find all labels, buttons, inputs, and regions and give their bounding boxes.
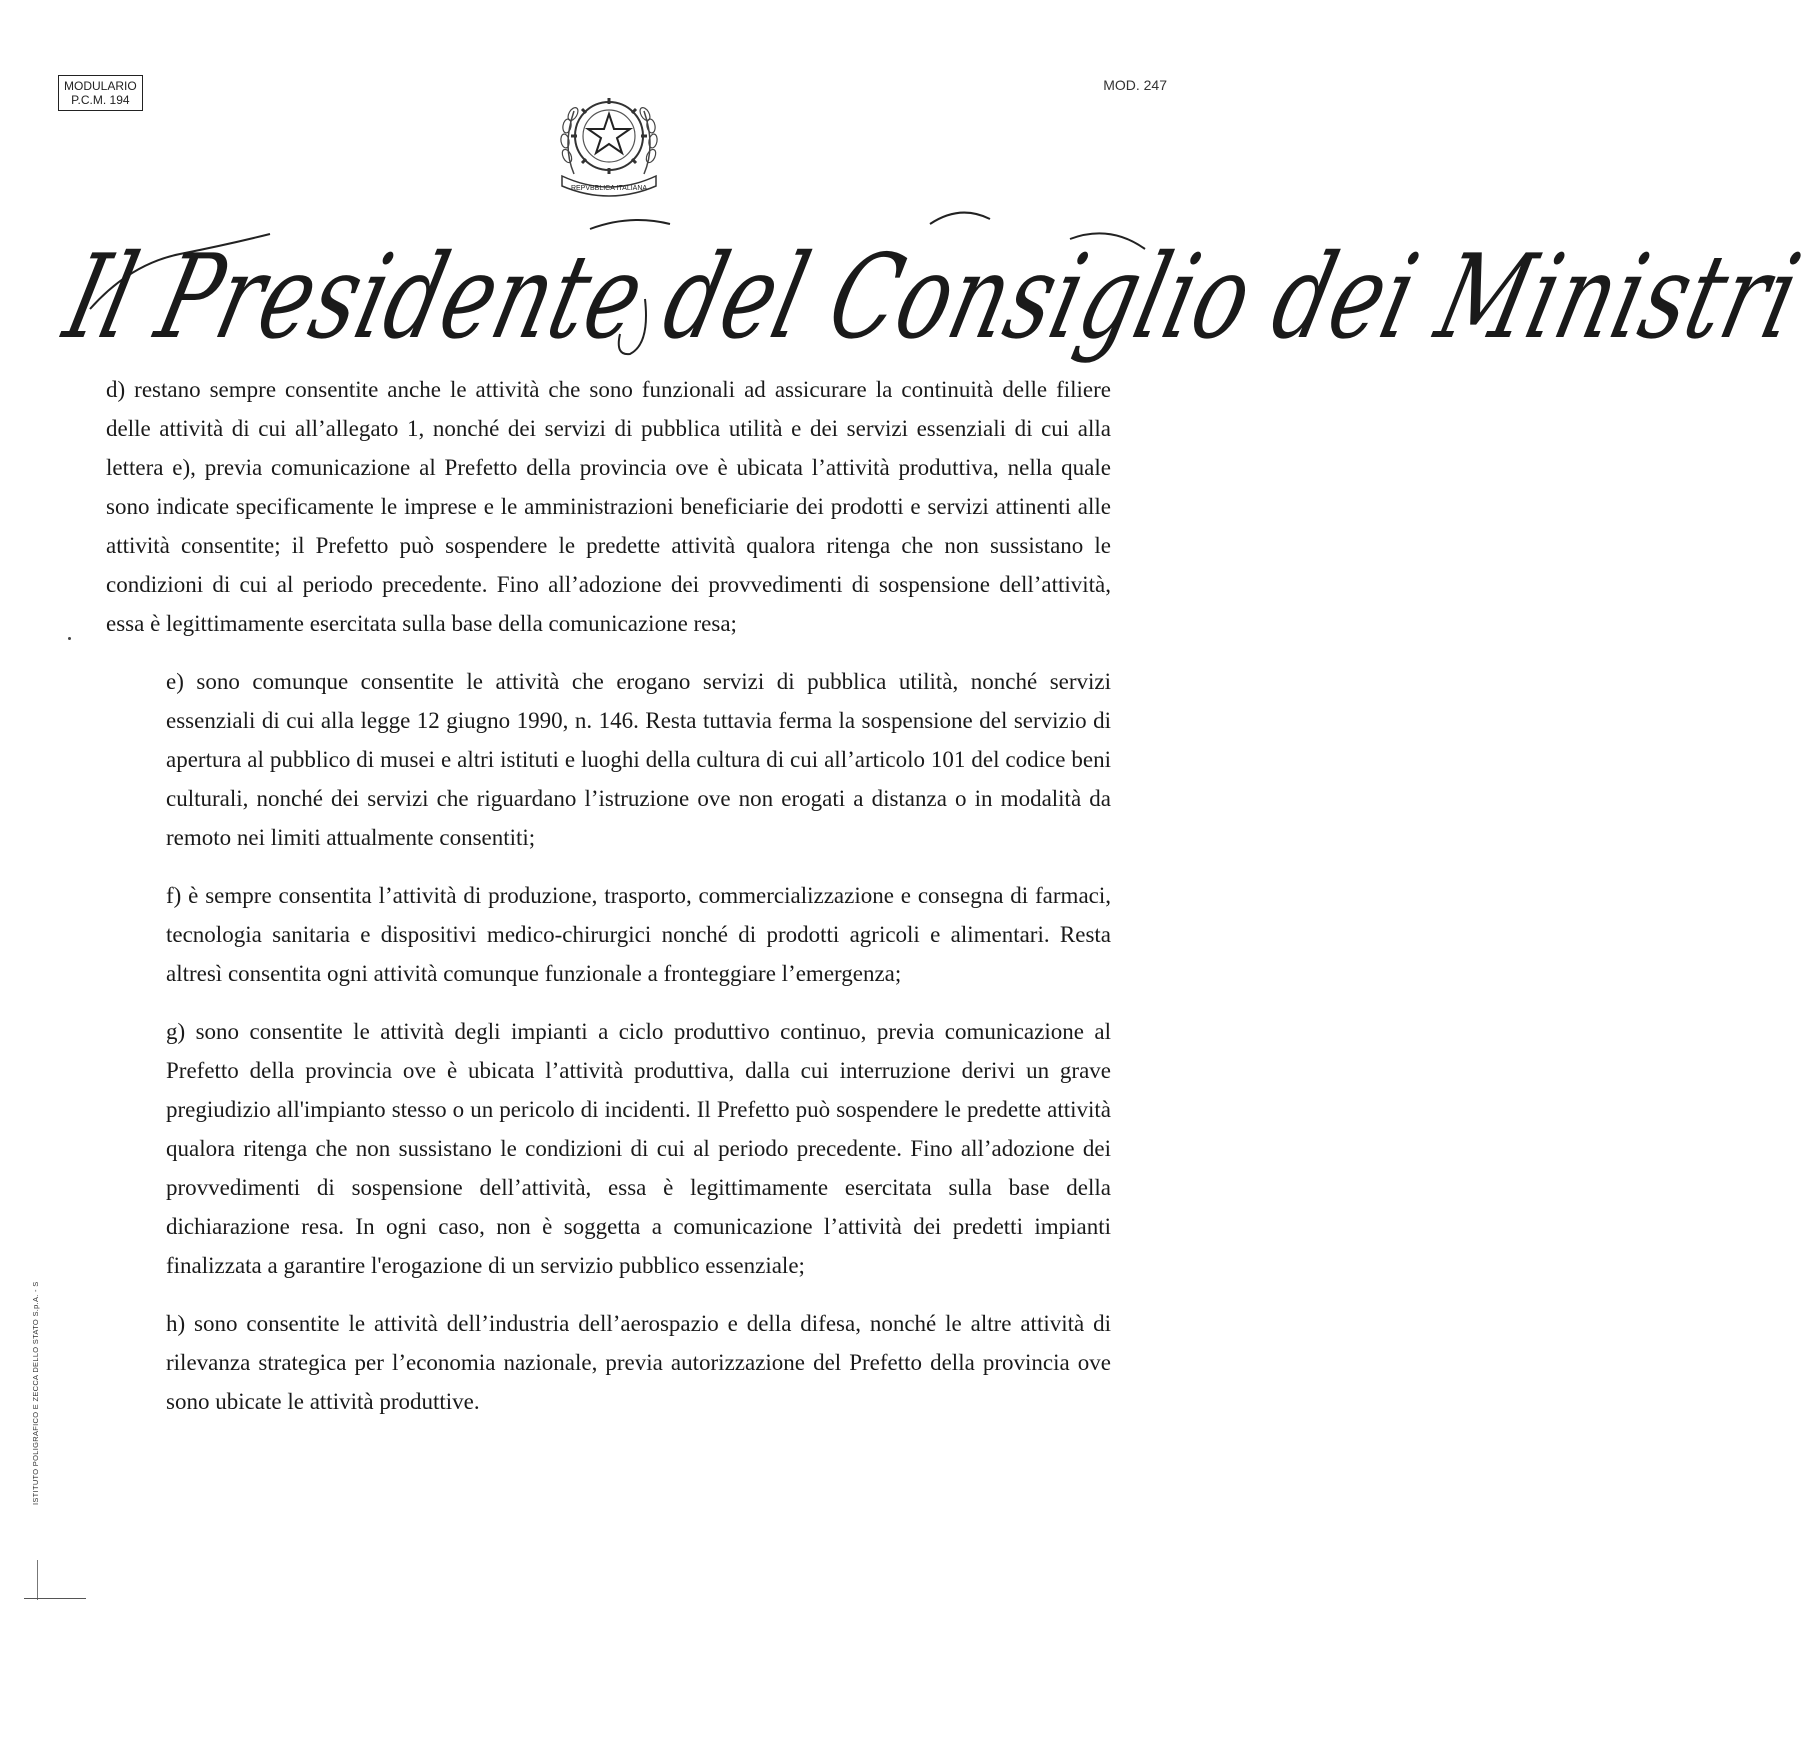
form-label-line1: MODULARIO [64,79,137,93]
mod-number: MOD. 247 [1103,77,1167,93]
letterhead [53,204,1812,366]
form-label-box [58,75,143,111]
paragraph-d: d) restano sempre consentite anche le attività che sono funzionali ad assicurare la continuità delle filiere delle attività di cui all’allegato 1, nonché dei servizi di pubblica utilità e dei servizi essenziali di cui alla lettera e), previa comunicazione al Prefetto della provincia ove è ubicata l’attività produttiva, nella quale sono indicate specificamente le imprese e le amministrazioni beneficiarie dei prodotti e servizi attinenti alle attività consentite; il Prefetto può sospendere le predette attività qualora ritenga che non sussistano le condizioni di cui al periodo precedente. Fino all’adozione dei provvedimenti di sospensione dell’attività, essa è legittimamente esercitata sulla base della comunicazione resa; [106,377,1111,636]
printer-imprint: ISTITUTO POLIGRAFICO E ZECCA DELLO STATO S.p.A. - S [31,1281,40,1505]
paragraph-f: f) è sempre consentita l’attività di produzione, trasporto, commercializzazione e consegna di farmaci, tecnologia sanitaria e dispositivi medico-chirurgici nonché di prodotti agricoli e alimentari. Resta altresì consentita ogni attività comunque funzionale a fronteggiare l’emergenza; [166,883,1111,986]
emblem-ribbon-text: REPVBBLICA ITALIANA [570,185,648,192]
italian-republic-emblem-icon [552,86,667,201]
form-label-line2: P.C.M. 194 [71,93,130,107]
letterhead-text: Il Presidente del Consiglio dei Ministri [53,230,1812,366]
fold-mark-vertical [37,1560,38,1600]
fold-mark [24,1598,86,1599]
margin-dot [68,637,71,640]
document-body [106,370,1111,1440]
paragraph-g: g) sono consentite le attività degli impianti a ciclo produttivo continuo, previa comunicazione al Prefetto della provincia ove è ubicata l’attività produttiva, dalla cui interruzione derivi un grave pregiudizio all'impianto stesso o un pericolo di incidenti. Il Prefetto può sospendere le predette attività qualora ritenga che non sussistano le condizioni di cui al periodo precedente. Fino all’adozione dei provvedimenti di sospensione dell’attività, essa è legittimamente esercitata sulla base della dichiarazione resa. In ogni caso, non è soggetta a comunicazione l’attività dei predetti impianti finalizzata a garantire l'erogazione di un servizio pubblico essenziale; [166,1019,1111,1278]
paragraph-e: e) sono comunque consentite le attività che erogano servizi di pubblica utilità, nonché servizi essenziali di cui alla legge 12 giugno 1990, n. 146. Resta tuttavia ferma la sospensione del servizio di apertura al pubblico di musei e altri istituti e luoghi della cultura di cui all’articolo 101 del codice beni culturali, nonché dei servizi che riguardano l’istruzione ove non erogati a distanza o in modalità da remoto nei limiti attualmente consentiti; [166,669,1111,850]
paragraph-h: h) sono consentite le attività dell’industria dell’aerospazio e della difesa, nonché le altre attività di rilevanza strategica per l’economia nazionale, previa autorizzazione del Prefetto della provincia ove sono ubicate le attività produttive. [166,1311,1111,1414]
